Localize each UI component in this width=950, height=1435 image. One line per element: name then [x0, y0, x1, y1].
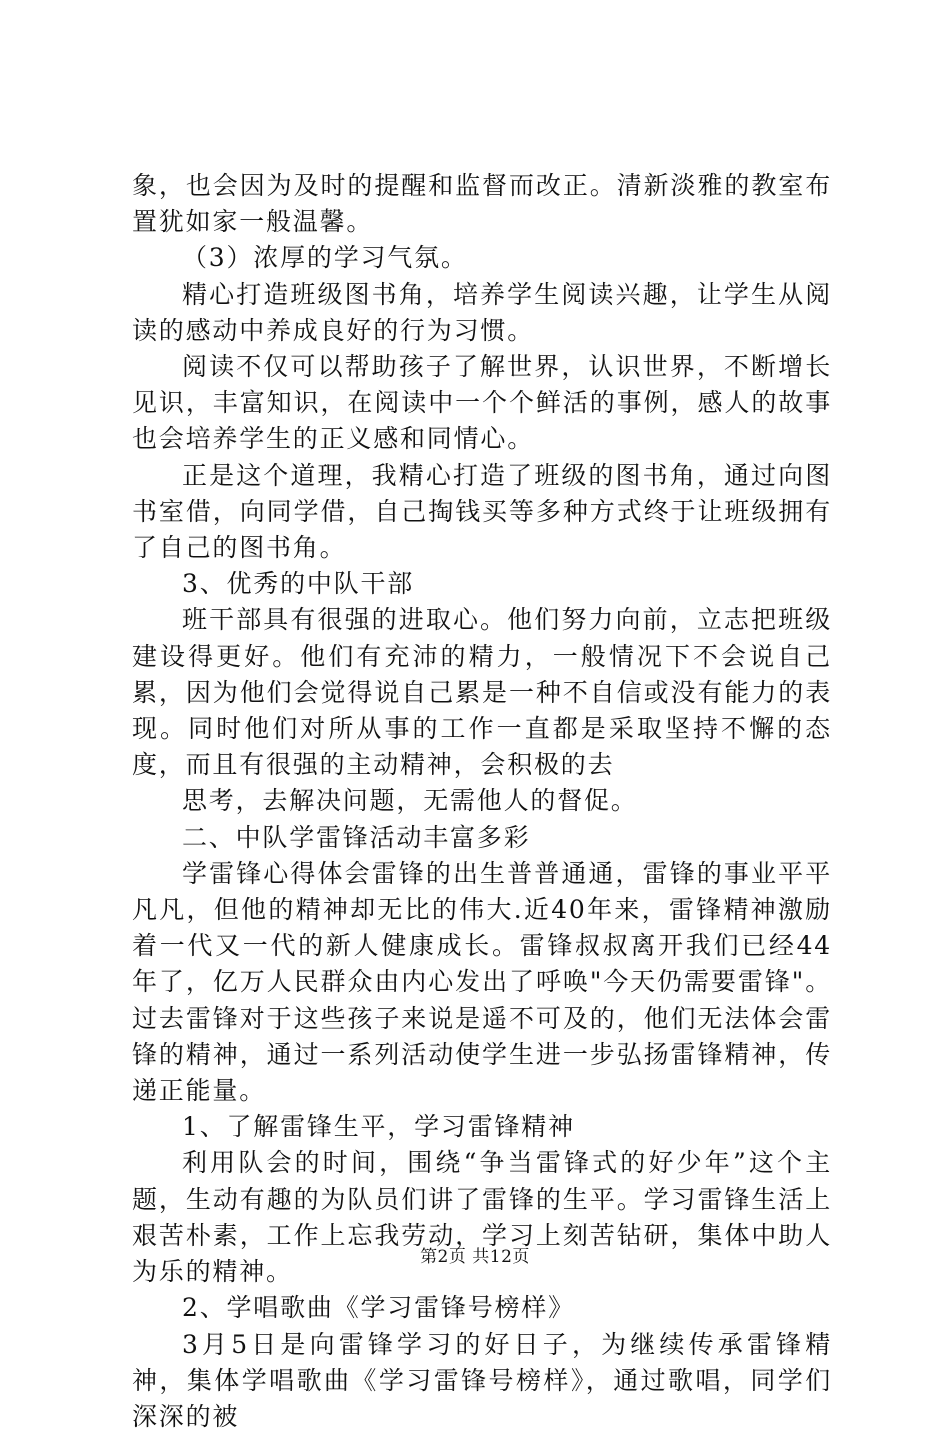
paragraph-10: 学雷锋心得体会雷锋的出生普普通通，雷锋的事业平平凡凡，但他的精神却无比的伟大.近40年来，雷锋精神激励着一代又一代的新人健康成长。雷锋叔叔离开我们已经44年了，亿万人民群众由内心发出了呼唤"今天仍需要雷锋"。过去雷锋对于这些孩子来说是遥不可及的，他们无法体会雷锋的精神，通过一系列活动使学生进一步弘扬雷锋精神，传递正能量。 [132, 856, 832, 1109]
paragraph-1: 象，也会因为及时的提醒和监督而改正。清新淡雅的教室布置犹如家一般温馨。 [132, 168, 832, 240]
page-number-label: 第2页 共12页 [420, 1247, 530, 1267]
paragraph-7: 班干部具有很强的进取心。他们努力向前，立志把班级建设得更好。他们有充沛的精力，一般情况下不会说自己累，因为他们会觉得说自己累是一种不自信或没有能力的表现。同时他们对所从事的工作一直都是采取坚持不懈的态度，而且有很强的主动精神，会积极的去 [132, 602, 832, 783]
paragraph-3: 精心打造班级图书角，培养学生阅读兴趣，让学生从阅读的感动中养成良好的行为习惯。 [132, 277, 832, 349]
paragraph-13-heading: 2、学唱歌曲《学习雷锋号榜样》 [132, 1290, 832, 1326]
paragraph-9-heading: 二、中队学雷锋活动丰富多彩 [132, 820, 832, 856]
paragraph-4: 阅读不仅可以帮助孩子了解世界，认识世界，不断增长见识，丰富知识，在阅读中一个个鲜活的事例，感人的故事也会培养学生的正义感和同情心。 [132, 349, 832, 458]
paragraph-11-heading: 1、了解雷锋生平，学习雷锋精神 [132, 1109, 832, 1145]
paragraph-2-heading: （3）浓厚的学习气氛。 [132, 240, 832, 276]
paragraph-14: 3月5日是向雷锋学习的好日子，为继续传承雷锋精神，集体学唱歌曲《学习雷锋号榜样》，通过歌唱，同学们深深的被 [132, 1327, 832, 1435]
paragraph-5: 正是这个道理，我精心打造了班级的图书角，通过向图书室借，向同学借，自己掏钱买等多种方式终于让班级拥有了自己的图书角。 [132, 458, 832, 567]
paragraph-12: 利用队会的时间，围绕“争当雷锋式的好少年”这个主题，生动有趣的为队员们讲了雷锋的生平。学习雷锋生活上艰苦朴素，工作上忘我劳动，学习上刻苦钻研，集体中助人为乐的精神。 [132, 1145, 832, 1290]
paragraph-8: 思考，去解决问题，无需他人的督促。 [132, 783, 832, 819]
page-footer [0, 1242, 950, 1267]
paragraph-6-heading: 3、优秀的中队干部 [132, 566, 832, 602]
